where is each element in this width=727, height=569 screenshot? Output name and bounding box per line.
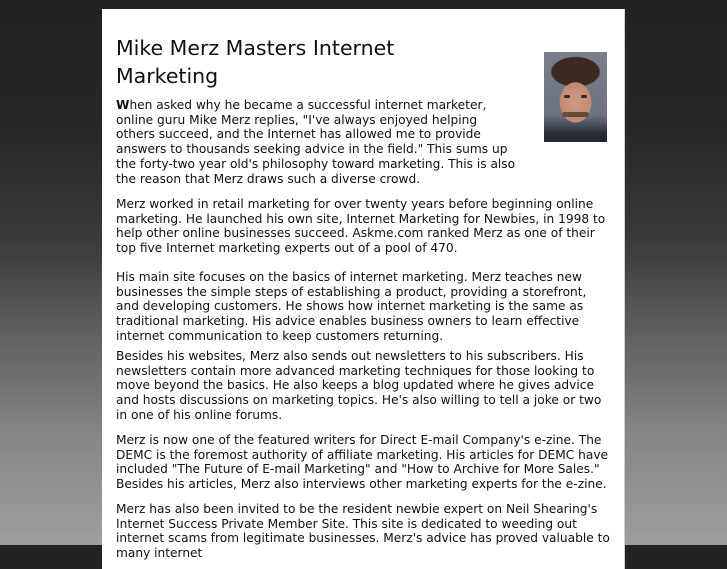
- author-photo: [544, 52, 607, 142]
- paragraph-newbie-expert: Merz has also been invited to be the resident newbie expert on Neil Shearing's Internet Success Private Member Site. This site is dedicated to weeding out internet scams from legitimate businesses. Merz's advice has proved valuable to many internet: [116, 502, 610, 561]
- photo-mustache: [562, 112, 589, 117]
- article-title: Mike Merz Masters Internet Marketing: [116, 36, 395, 88]
- paragraph-demc: Merz is now one of the featured writers for Direct E-mail Company's e-zine. The DEMC is the foremost authority of affiliate marketing. His articles for DEMC have included "The Future of E-mail Marketing" and "How to Archive for More Sales." Besides his articles, Merz also interviews other marketing experts for the e-zine.: [116, 433, 609, 492]
- paragraph-main-site: His main site focuses on the basics of internet marketing. Merz teaches new businesses the simple steps of establishing a product, providing a storefront, and developing customers. He shows how internet marketing is the same as traditional marketing. His advice enables business owners to learn effective internet communication to keep customers returning.: [116, 270, 587, 343]
- drop-letter: W: [116, 98, 130, 112]
- photo-eye-left: [564, 95, 570, 98]
- photo-eye-right: [581, 95, 587, 98]
- paragraph-newsletters: Besides his websites, Merz also sends out newsletters to his subscribers. His newsletters contain more advanced marketing techniques for those looking to move beyond the basics. He also keeps a blog updated where he gives advice and hosts discussions on marketing topics. He's also willing to tell a joke or two in one of his online forums.: [116, 349, 602, 422]
- paragraph-text: hen asked why he became a successful internet marketer, online guru Mike Merz replies, "I've always enjoyed helping others succeed, and the Internet has allowed me to provide answers to thousands seeking advice in the field." This sums up the forty-two year old's philosophy toward marketing. This is also the reason that Merz draws such a diverse crowd.: [116, 98, 516, 186]
- paragraph-intro: [116, 98, 516, 186]
- paragraph-background: Merz worked in retail marketing for over twenty years before beginning online marketing. He launched his own site, Internet Marketing for Newbies, in 1998 to help other online businesses succeed. Askme.com ranked Merz as one of their top five Internet marketing experts out of a pool of 470.: [116, 197, 606, 256]
- article-page: [102, 9, 625, 569]
